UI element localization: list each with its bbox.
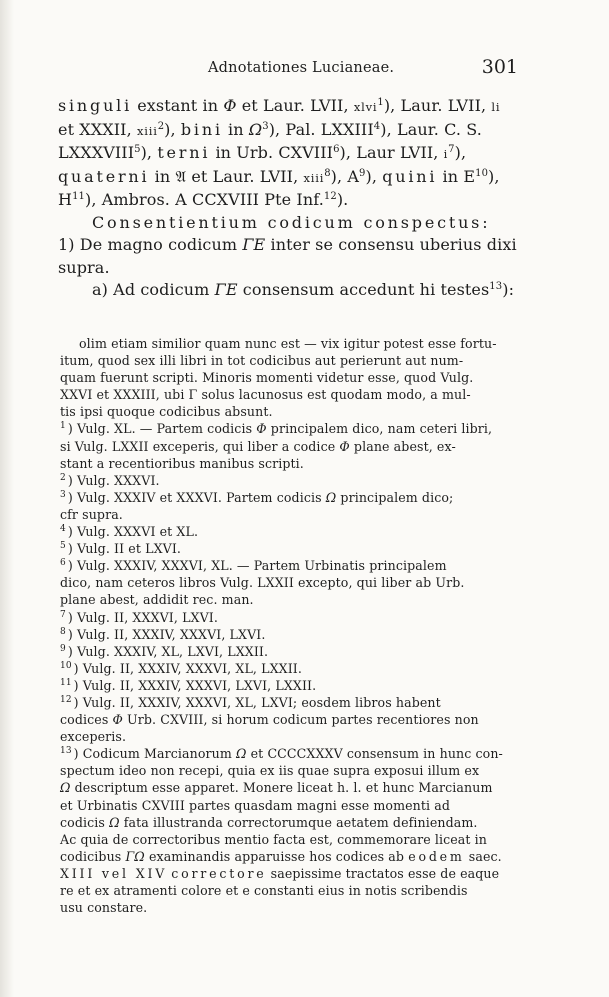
footnote-6-cont: dico, nam ceteros libros Vulg. LXXII excepto, qui liber ab Urb. — [60, 575, 465, 591]
footnote-continuation: quam fuerunt scripti. Minoris momenti videtur esse, quod Vulg. — [60, 370, 474, 386]
footnote-ref: 3 — [262, 120, 269, 132]
footnote-2: $^2$ ) Vulg. XXXVI. — [60, 472, 160, 488]
footnote-marker: 8 — [60, 626, 66, 637]
footnote-13-cont: codicibus ΓΩ examinandis apparuisse hos codices ab eodem saec. — [60, 848, 502, 864]
footnote-marker: 3 — [60, 489, 66, 500]
footnote-11: $^{11}$ ) Vulg. II, XXXIV, XXXVI, LXVI, LXXII. — [60, 677, 317, 693]
footnote-13-cont: XIII vel XIV correctore saepissime tractatos esse de eaque — [60, 865, 500, 881]
footnote-marker: 4 — [60, 524, 66, 535]
footnote-13-cont: spectum ideo non recepi, quia ex iis quae supra exposui illum ex — [60, 763, 480, 779]
footnote-ref: 9 — [359, 167, 366, 179]
main-line: $H^{11}$), Ambros. A CCXVIII Pte Inf.$^{12}$). — [58, 190, 349, 209]
footnote-ref: 6 — [333, 144, 340, 155]
footnote-7: $^7$ ) Vulg. II, XXXVI, LXVI. — [60, 609, 218, 625]
footnote-ref: 1 — [377, 97, 384, 108]
footnote-13-cont: Ω descriptum esse apparet. Monere liceat h. l. et hunc Marcianum — [60, 780, 493, 796]
main-line: singuli exstant in Φ et Laur. LVII, xlvi$^1$), Laur. LVII, li — [58, 96, 501, 115]
footnote-marker: 7 — [60, 609, 66, 620]
footnote-marker: 1 — [60, 421, 66, 432]
footnote-13-cont: re et ex atramenti colore et e constanti eius in notis scribendis — [60, 883, 468, 898]
footnote-1: $^1$ ) Vulg. XL. — Partem codicis Φ principalem dico, nam ceteri libri, — [60, 421, 493, 437]
footnote-10: $^{10}$ ) Vulg. II, XXXIV, XXXVI, XL, LXXII. — [60, 660, 302, 676]
footnote-3: $^3$ ) Vulg. XXXIV et XXXVI. Partem codicis Ω principalem dico; — [60, 489, 454, 505]
footnote-3-cont: cfr supra. — [60, 506, 123, 522]
footnote-marker: 11 — [60, 677, 72, 688]
footnote-marker: 5 — [60, 541, 66, 552]
main-line: quaterni in 𝔄 et Laur. LVII, xiii$^8$), $A^9$), quini in $E^{10}$), — [58, 166, 500, 186]
footnote-5: $^5$ ) Vulg. II et LXVI. — [60, 541, 182, 557]
footnote-8: $^8$ ) Vulg. II, XXXIV, XXXVI, LXVI. — [60, 626, 266, 642]
footnote-marker: 10 — [60, 660, 72, 671]
footnote-12-cont: codices Φ Urb. CXVIII, si horum codicum partes recentiores non — [60, 712, 479, 728]
footnote-ref: 12 — [323, 191, 337, 202]
footnote-ref: 11 — [72, 191, 85, 202]
main-line: 1) De magno codicum ΓE inter se consensu uberius dixi — [58, 235, 517, 254]
footnote-marker: 2 — [60, 472, 66, 483]
footnote-ref: 7 — [448, 144, 455, 155]
footnote-13-cont: codicis Ω fata illustranda correctorumque aetatem definiendam. — [60, 814, 478, 830]
footnote-13-cont: Ac quia de correctoribus mentio facta est, commemorare liceat in — [60, 831, 488, 847]
footnote-12: $^{12}$ ) Vulg. II, XXXIV, XXXVI, XL, LXVI; eosdem libros habent — [60, 694, 441, 710]
footnote-continuation: tis ipsi quoque codicibus absunt. — [60, 404, 273, 420]
footnote-marker: 13 — [60, 746, 72, 757]
footnote-continuation: XXVI et XXXIII, ubi Γ solus lacunosus est quodam modo, a mul- — [60, 387, 471, 403]
footnote-ref: 8 — [324, 167, 331, 179]
footnote-1-cont: stant a recentioribus manibus scripti. — [60, 455, 304, 471]
footnote-13-cont: usu constare. — [60, 900, 148, 916]
main-line: et XXXII, xiii$^2$), bini in $\Omega^3$), Pal. LXXIII$^4$), Laur. C. S. — [58, 119, 482, 139]
running-header — [60, 56, 518, 80]
footnote-13: $^{13}$ ) Codicum Marcianorum Ω et CCCCXXXV consensum in hunc con- — [60, 746, 503, 762]
footnote-1-cont: si Vulg. LXXII exceperis, qui liber a codice Φ plane abest, ex- — [60, 438, 456, 454]
page-gutter-shadow — [0, 0, 14, 997]
footnote-4: $^4$ ) Vulg. XXXVI et XL. — [60, 524, 199, 540]
footnote-ref: 2 — [157, 120, 165, 132]
footnote-12-cont: exceperis. — [60, 729, 127, 745]
main-line: supra. — [58, 257, 110, 277]
running-title: Adnotationes Lucianeae. — [208, 60, 395, 76]
footnote-continuation: itum, quod sex illi libri in tot codicibus aut perierunt aut num- — [60, 353, 464, 369]
section-heading: Consentientium codicum conspectus: — [92, 212, 491, 232]
footnote-marker: 9 — [60, 643, 66, 654]
footnote-6-cont: plane abest, addidit rec. man. — [60, 592, 254, 608]
main-text — [58, 95, 520, 302]
footnote-ref: 10 — [475, 167, 489, 179]
footnote-ref: 5 — [134, 144, 141, 155]
main-line: a) Ad codicum ΓE consensum accedunt hi testes$^{13}$): — [92, 280, 515, 299]
footnote-marker: 6 — [60, 558, 66, 569]
footnote-marker: 12 — [60, 694, 72, 705]
footnote-6: $^6$ ) Vulg. XXXIV, XXXVI, XL. — Partem Urbinatis principalem — [60, 558, 447, 574]
footnotes — [60, 335, 518, 916]
page-number: 301 — [481, 56, 518, 78]
main-line: LXXXVIII$^5$), terni in Urb. CXVIII$^6$), Laur LVII, $i^7$), — [58, 143, 467, 162]
footnote-13-cont: et Urbinatis CXVIII partes quasdam magni esse momenti ad — [60, 797, 451, 813]
footnote-ref: 13 — [489, 281, 503, 292]
footnote-ref: 4 — [373, 120, 381, 132]
footnote-9: $^9$ ) Vulg. XXXIV, XL, LXVI, LXXII. — [60, 643, 269, 659]
footnote-continuation: olim etiam similior quam nunc est — vix igitur potest esse fortu- — [79, 336, 497, 351]
